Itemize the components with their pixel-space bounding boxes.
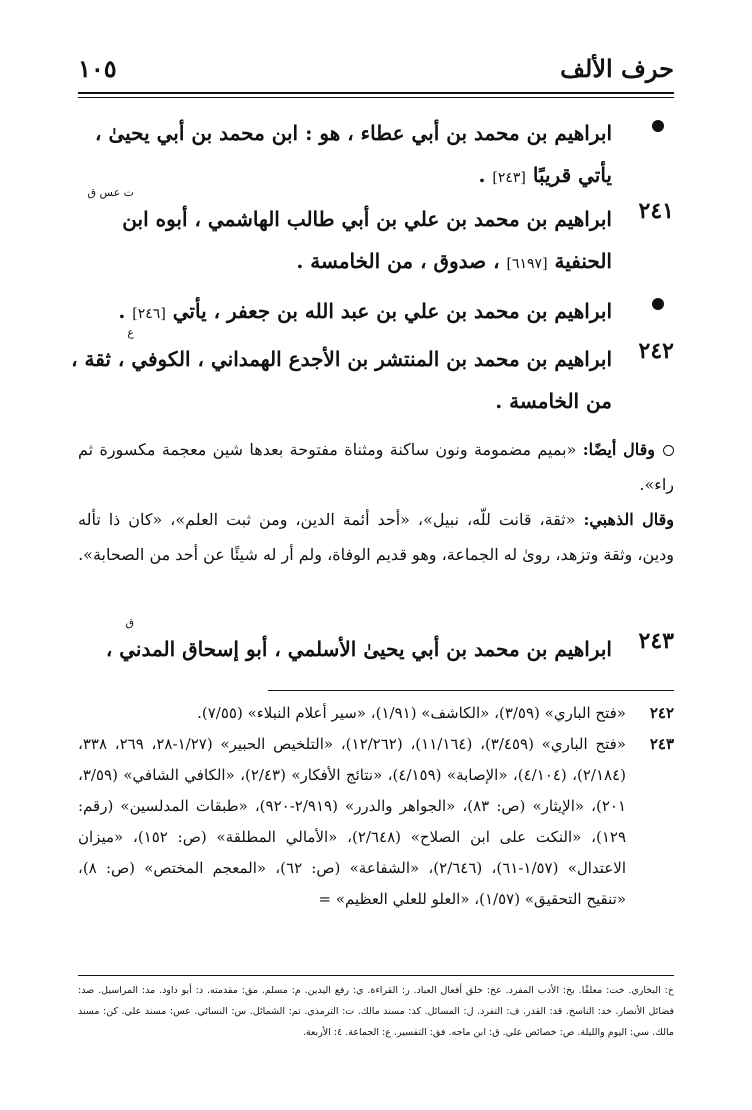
quotes-block — [78, 432, 674, 572]
entry-body — [62, 290, 612, 335]
footnote — [78, 729, 674, 915]
header-rule — [78, 92, 674, 94]
bullet-icon — [652, 298, 664, 310]
footnote — [78, 698, 674, 729]
page-number: ١٠٥ — [78, 54, 117, 83]
entry-tail: . — [118, 299, 133, 323]
cross-reference: [٢٤٦] — [132, 306, 166, 322]
bullet-icon — [652, 120, 664, 132]
source-symbols: ق — [125, 616, 134, 629]
entry-number: ٢٤٣ — [638, 628, 674, 654]
entry-text: ابراهيم بن محمد بن أبي يحيىٰ الأسلمي ، أبو إسحاق المدني ، — [105, 637, 612, 661]
entry-text: ابراهيم بن محمد بن المنتشر بن الأجدع الهمداني ، الكوفي ، ثقة ، من الخامسة . — [71, 347, 612, 413]
footnote-text: «فتح الباري» (٣/٤٥٩)، (١١/١٦٤)، (١٢/٢٦٢)، «التلخيص الحبير» (١/٢٧-٢٨، ٢٦٩، ٣٣٨، (٢/١٨٤)، (٤/١٠٤)، «الإصابة» (٤/١٥٩)، «نتائج الأفكار» (٢/٤٣)، «الكافي الشافي» (٣/٥٩، ٢٠١)، «الإيثار» (ص: ٨٣)، «الجواهر والدرر» (٢/٩١٩-٩٢٠)، «طبقات المدلسين» (رقم: ١٢٩)، «النكت على ابن الصلاح» (٢/٦٤٨)، «الأمالي المطلقة» (ص: ١٥٢)، «ميزان الاعتدال» (١/٥٧-٦١)، (٢/٦٤٦)، «الشفاعة» (ص: ٦٢)، «المعجم المختص» (ص: ٨)، «تنقيح التحقيق» (١/٥٧)، «العلو للعلي العظيم» = — [78, 735, 627, 908]
quote-label: وقال أيضًا: — [582, 440, 656, 459]
header-rule-thin — [78, 97, 674, 98]
entry-body — [62, 198, 612, 285]
footnote-number: ٢٤٢ — [649, 704, 674, 722]
bullet-entry — [62, 290, 674, 335]
entry-body — [62, 628, 612, 670]
page-header — [78, 50, 674, 90]
footnote-rule — [268, 690, 674, 691]
quote-label: وقال الذهبي: — [583, 510, 674, 529]
bullet-entry — [62, 112, 674, 199]
entry-tail: ، صدوق ، من الخامسة . — [296, 249, 500, 273]
quote-paragraph — [78, 432, 674, 502]
entry-text: ابراهيم بن محمد بن أبي عطاء ، هو : ابن محمد بن أبي يحيىٰ ، يأتي قريبًا — [95, 121, 612, 187]
entry-body — [62, 338, 612, 422]
entry-tail: . — [478, 163, 493, 187]
numbered-entry — [62, 186, 674, 285]
cross-reference: [٢٤٣] — [492, 170, 526, 186]
entry-body — [62, 112, 612, 199]
entry-number: ٢٤١ — [638, 198, 674, 224]
footnotes — [78, 698, 674, 915]
quote-text: «بميم مضمومة ونون ساكنة ومثناة مفتوحة بعدها شين معجمة مكسورة ثم راء». — [78, 440, 674, 494]
quote-paragraph — [78, 502, 674, 572]
entry-text: ابراهيم بن محمد بن علي بن أبي طالب الهاشمي ، أبوه ابن الحنفية — [122, 207, 612, 273]
cross-reference: [٦١٩٧] — [506, 256, 548, 272]
source-symbols: ت عس ق — [87, 186, 134, 199]
circle-bullet-icon — [663, 445, 674, 456]
footnote-text: «فتح الباري» (٣/٥٩)، «الكاشف» (١/٩١)، «سير أعلام النبلاء» (٧/٥٥). — [197, 704, 626, 722]
abbreviations-key: خ: البخاري. خت: معلقًا. بخ: الأدب المفرد. عخ: خلق أفعال العباد. ر: القراءة. ي: رفع اليدين. م: مسلم. مق: مقدمته. د: أبو داود. مد: المراسيل. صد: فضائل الأنصار. خد: الناسخ. قد: القدر. ف: التفرد. ل: المسائل. كد: مسند مالك. ت: الترمذي. تم: الشمائل. س: النسائي. عس: مسند علي. كن: مسند مالك. سي: اليوم والليلة. ص: خصائص علي. ق: ابن ماجه. فق: التفسير. ع: الجماعة. ٤: الأربعة. — [78, 985, 674, 1038]
numbered-entry — [62, 616, 674, 670]
quote-text: «ثقة، قانت للّه، نبيل»، «أحد أئمة الدين، ومن ثبت العلم»، «كان ذا تأله ودين، وثقة وتزهد، روىٰ له الجماعة، وهو قديم الوفاة، ولم أر له شيئًا عن أحد من الصحابة». — [78, 510, 674, 564]
numbered-entry — [62, 326, 674, 422]
source-symbols: ع — [127, 326, 134, 339]
entry-number: ٢٤٢ — [638, 338, 674, 364]
entry-text: ابراهيم بن محمد بن علي بن عبد الله بن جعفر ، يأتي — [172, 299, 612, 323]
chapter-title: حرف الألف — [560, 54, 674, 83]
abbreviations-rule — [78, 975, 674, 976]
footnote-number: ٢٤٣ — [649, 735, 674, 753]
